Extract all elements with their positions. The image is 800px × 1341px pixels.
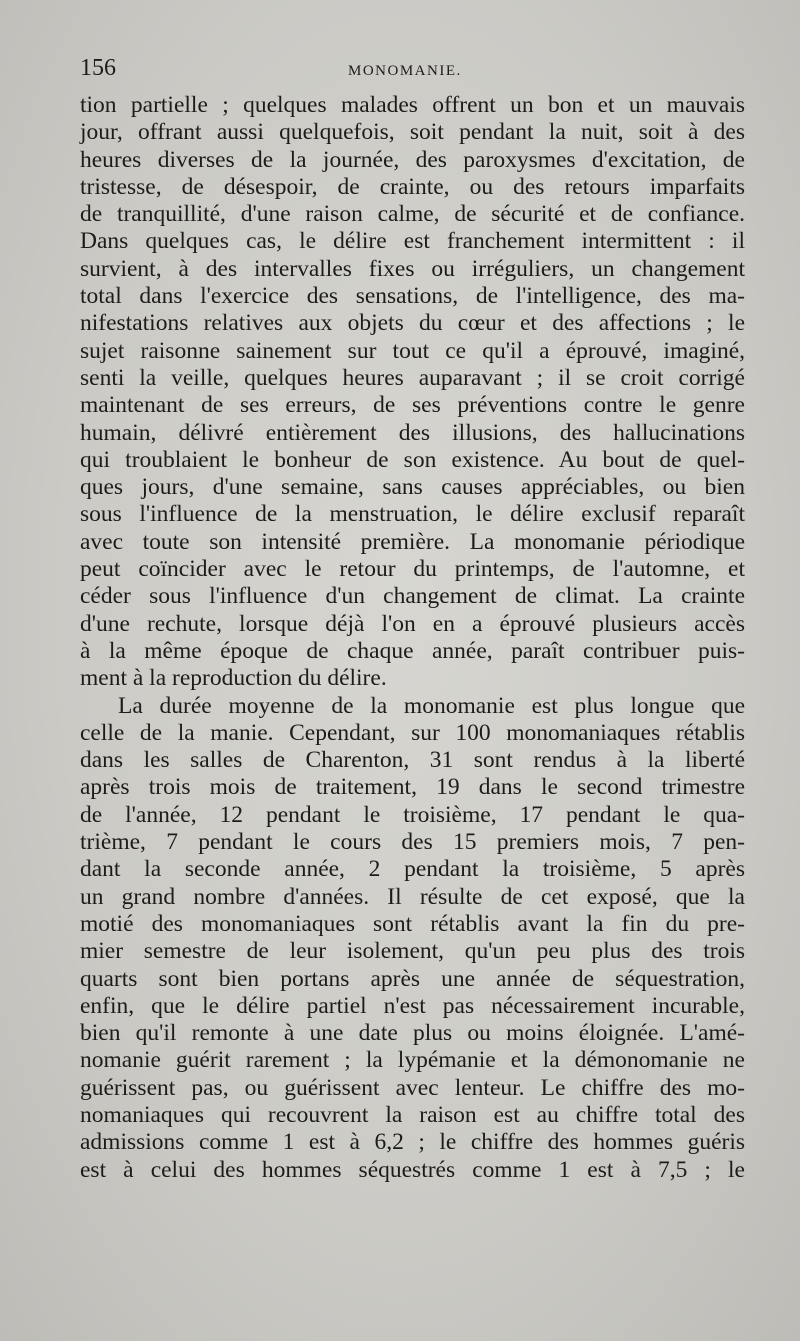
text-line: celle de la manie. Cependant, sur 100 monomaniaques rétablis: [80, 719, 745, 746]
text-line: avec toute son intensité première. La monomanie périodique: [80, 528, 745, 555]
text-line: de l'année, 12 pendant le troisième, 17 pendant le qua-: [80, 801, 745, 828]
text-line: trième, 7 pendant le cours des 15 premiers mois, 7 pen-: [80, 829, 745, 856]
text-line: humain, délivré entièrement des illusions, des hallucinations: [80, 419, 745, 446]
text-line: heures diverses de la journée, des paroxysmes d'excitation, de: [80, 146, 745, 173]
text-line: motié des monomaniaques sont rétablis avant la fin du pre-: [80, 910, 745, 937]
text-line: dans les salles de Charenton, 31 sont rendus à la liberté: [80, 747, 745, 774]
text-line: bien qu'il remonte à une date plus ou moins éloignée. L'amé-: [80, 1020, 745, 1047]
text-line: dant la seconde année, 2 pendant la troisième, 5 après: [80, 856, 745, 883]
text-line: sous l'influence de la menstruation, le délire exclusif reparaît: [80, 501, 745, 528]
text-line: maintenant de ses erreurs, de ses préventions contre le genre: [80, 392, 745, 419]
text-line: sujet raisonne sainement sur tout ce qu'il a éprouvé, imaginé,: [80, 337, 745, 364]
body-text: [80, 92, 745, 1184]
text-line: d'une rechute, lorsque déjà l'on en a éprouvé plusieurs accès: [80, 610, 745, 637]
text-line: un grand nombre d'années. Il résulte de cet exposé, que la: [80, 883, 745, 910]
text-line: est à celui des hommes séquestrés comme 1 est à 7,5 ; le: [80, 1156, 745, 1183]
text-line: nomaniaques qui recouvrent la raison est au chiffre total des: [80, 1101, 745, 1128]
text-line: de tranquillité, d'une raison calme, de sécurité et de confiance.: [80, 201, 745, 228]
text-line: total dans l'exercice des sensations, de l'intelligence, des ma-: [80, 283, 745, 310]
text-line: nomanie guérit rarement ; la lypémanie et la démonomanie ne: [80, 1047, 745, 1074]
page-number: 156: [80, 55, 116, 81]
text-line: La durée moyenne de la monomanie est plus longue que: [118, 692, 745, 719]
paragraph: [80, 693, 745, 1184]
text-line: Dans quelques cas, le délire est franchement intermittent : il: [80, 228, 745, 255]
text-line: ment à la reproduction du délire.: [80, 665, 387, 692]
text-line: qui troublaient le bonheur de son existence. Au bout de quel-: [80, 446, 745, 473]
text-line: admissions comme 1 est à 6,2 ; le chiffre des hommes guéris: [80, 1129, 745, 1156]
text-line: mier semestre de leur isolement, qu'un peu plus des trois: [80, 938, 745, 965]
text-line: senti la veille, quelques heures auparavant ; il se croit corrigé: [80, 364, 745, 391]
text-line: ques jours, d'une semaine, sans causes appréciables, ou bien: [80, 474, 745, 501]
text-line: jour, offrant aussi quelquefois, soit pendant la nuit, soit à des: [80, 119, 745, 146]
text-line: à la même époque de chaque année, paraît contribuer puis-: [80, 637, 745, 664]
text-line: enfin, que le délire partiel n'est pas nécessairement incurable,: [80, 992, 745, 1019]
text-line: nifestations relatives aux objets du cœur et des affections ; le: [80, 310, 745, 337]
text-line: survient, à des intervalles fixes ou irréguliers, un changement: [80, 255, 745, 282]
running-head: MONOMANIE.: [348, 63, 462, 79]
paragraph: [80, 92, 745, 693]
text-line: céder sous l'influence d'un changement de climat. La crainte: [80, 583, 745, 610]
page-header: [80, 55, 745, 85]
text-line: tristesse, de désespoir, de crainte, ou des retours imparfaits: [80, 173, 745, 200]
text-line: tion partielle ; quelques malades offrent un bon et un mauvais: [80, 92, 745, 118]
text-line: peut coïncider avec le retour du printemps, de l'automne, et: [80, 556, 745, 583]
text-line: quarts sont bien portans après une année de séquestration,: [80, 965, 745, 992]
text-line: guérissent pas, ou guérissent avec lenteur. Le chiffre des mo-: [80, 1074, 745, 1101]
text-line: après trois mois de traitement, 19 dans le second trimestre: [80, 774, 745, 801]
